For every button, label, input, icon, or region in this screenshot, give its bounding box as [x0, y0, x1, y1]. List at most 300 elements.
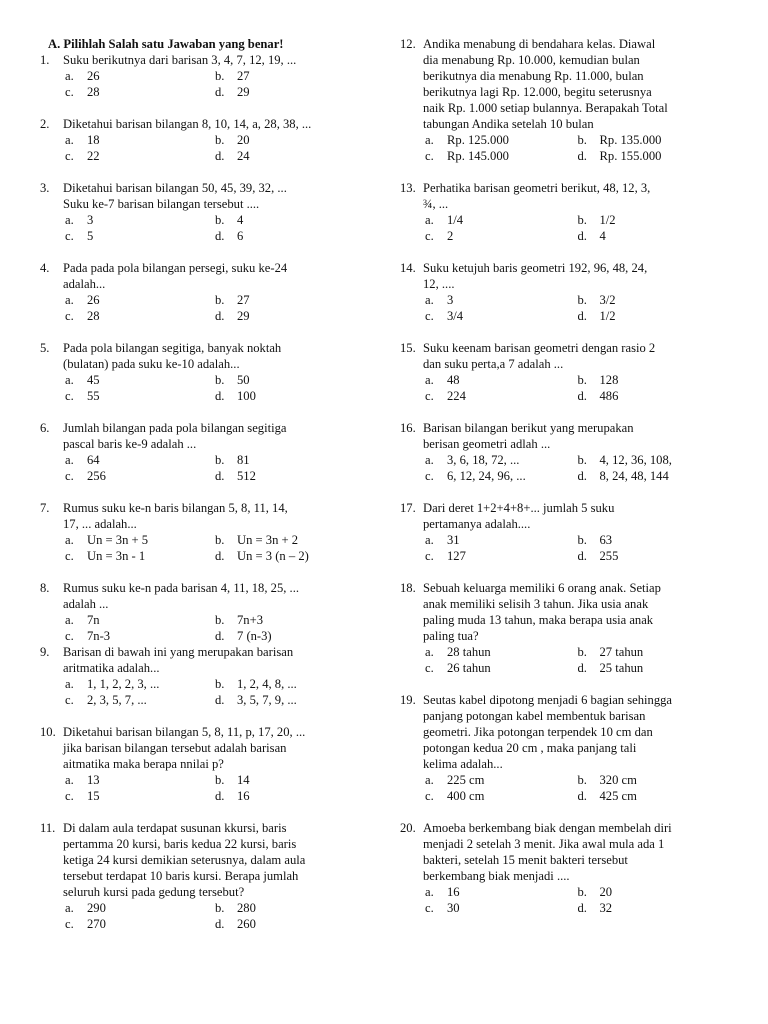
option-text: 512: [237, 469, 256, 483]
question-8: [40, 580, 365, 644]
option-b: [578, 884, 731, 900]
option-a: [425, 532, 578, 548]
options: [400, 132, 730, 164]
option-a: [65, 772, 215, 788]
option-text: 31: [447, 533, 460, 547]
option-letter: c.: [65, 149, 74, 163]
question-number: 17.: [400, 501, 416, 515]
option-c: [425, 900, 578, 916]
option-text: 7n: [87, 613, 100, 627]
option-c: [425, 228, 578, 244]
option-a: [425, 884, 578, 900]
option-d: [215, 308, 365, 324]
options: [40, 132, 365, 164]
option-b: [215, 532, 365, 548]
option-text: 7 (n-3): [237, 629, 272, 643]
options: [400, 372, 730, 404]
question-text: Suku ketujuh baris geometri 192, 96, 48, 24, 12, ....: [423, 261, 648, 291]
options: [400, 292, 730, 324]
option-letter: c.: [425, 901, 434, 915]
option-a: [65, 292, 215, 308]
question-13: [400, 180, 730, 244]
option-a: [65, 612, 215, 628]
option-letter: b.: [215, 901, 225, 915]
option-text: 55: [87, 389, 100, 403]
option-text: 256: [87, 469, 106, 483]
option-text: 6, 12, 24, 96, ...: [447, 469, 526, 483]
option-b: [578, 212, 731, 228]
options: [40, 676, 365, 708]
option-letter: d.: [215, 149, 225, 163]
option-text: 5: [87, 229, 94, 243]
option-letter: a.: [425, 293, 434, 307]
question-text: Suku berikutnya dari barisan 3, 4, 7, 12, 19, ...: [63, 53, 297, 67]
option-letter: a.: [65, 453, 74, 467]
option-letter: c.: [425, 549, 434, 563]
options: [400, 452, 730, 484]
option-text: 1/2: [599, 309, 616, 323]
option-letter: b.: [577, 533, 587, 547]
option-letter: b.: [577, 773, 587, 787]
option-text: 20: [599, 885, 613, 899]
option-letter: d.: [215, 789, 225, 803]
option-b: [215, 372, 365, 388]
option-a: [425, 644, 578, 660]
options: [40, 212, 365, 244]
option-letter: c.: [425, 661, 434, 675]
option-a: [425, 292, 578, 308]
option-letter: b.: [215, 677, 225, 691]
option-d: [215, 692, 365, 708]
question-15: [400, 340, 730, 404]
left-column: [40, 36, 365, 932]
option-letter: c.: [425, 229, 434, 243]
options: [400, 772, 730, 804]
section-title: A. Pilihlah Salah satu Jawaban yang benar!: [48, 37, 284, 51]
option-letter: a.: [65, 69, 74, 83]
option-letter: b.: [215, 773, 225, 787]
option-letter: d.: [577, 549, 587, 563]
question-number: 7.: [40, 501, 50, 515]
question-6: [40, 420, 365, 484]
option-letter: c.: [425, 149, 434, 163]
option-text: 28: [87, 85, 100, 99]
question-9: [40, 644, 365, 708]
option-b: [578, 532, 731, 548]
option-c: [65, 548, 215, 564]
option-text: 7n+3: [237, 613, 263, 627]
option-a: [65, 676, 215, 692]
option-c: [65, 228, 215, 244]
option-letter: b.: [215, 69, 225, 83]
option-text: 27 tahun: [599, 645, 644, 659]
option-text: Un = 3 (n – 2): [237, 549, 309, 563]
option-letter: d.: [215, 229, 225, 243]
question-4: [40, 260, 365, 324]
question-12: [400, 36, 730, 164]
question-text: Sebuah keluarga memiliki 6 orang anak. Setiap anak memiliki selisih 3 tahun. Jika usia anak paling muda 13 tahun, maka berapa usia anak paling tua?: [423, 581, 661, 643]
question-number: 20.: [400, 821, 416, 835]
option-letter: d.: [215, 469, 225, 483]
option-text: 270: [87, 917, 106, 931]
option-c: [65, 692, 215, 708]
option-text: 2, 3, 5, 7, ...: [87, 693, 147, 707]
option-letter: a.: [65, 373, 74, 387]
option-letter: d.: [577, 149, 587, 163]
question-17: [400, 500, 730, 564]
question-number: 15.: [400, 341, 416, 355]
option-d: [578, 788, 731, 804]
option-text: 320 cm: [599, 773, 637, 787]
option-text: 18: [87, 133, 100, 147]
option-text: 29: [237, 85, 250, 99]
option-text: 26 tahun: [447, 661, 491, 675]
option-d: [215, 788, 365, 804]
option-d: [215, 468, 365, 484]
option-c: [425, 788, 578, 804]
option-b: [215, 292, 365, 308]
option-text: 3, 6, 18, 72, ...: [447, 453, 520, 467]
question-number: 9.: [40, 645, 50, 659]
option-letter: b.: [215, 533, 225, 547]
option-letter: d.: [577, 661, 587, 675]
option-letter: a.: [65, 133, 74, 147]
option-text: 28: [87, 309, 100, 323]
question-5: [40, 340, 365, 404]
question-19: [400, 692, 730, 804]
option-letter: b.: [577, 373, 587, 387]
options: [40, 372, 365, 404]
option-letter: d.: [215, 629, 225, 643]
option-text: 63: [599, 533, 613, 547]
question-text: Di dalam aula terdapat susunan kkursi, baris pertamma 20 kursi, baris kedua 22 kursi, baris ketiga 24 kursi demikian seterusnya, dalam aula tersebut terdapat 10 baris kursi. Berapa jumlah seluruh kursi pada gedung tersebut?: [63, 821, 306, 899]
option-c: [65, 628, 215, 644]
option-text: 128: [599, 373, 619, 387]
option-b: [215, 452, 365, 468]
option-text: 224: [447, 389, 466, 403]
option-letter: c.: [65, 549, 74, 563]
option-b: [215, 612, 365, 628]
option-text: 1, 2, 4, 8, ...: [237, 677, 297, 691]
options: [400, 884, 730, 916]
option-text: 30: [447, 901, 460, 915]
option-b: [578, 772, 731, 788]
question-number: 1.: [40, 53, 50, 67]
option-letter: b.: [577, 453, 587, 467]
question-text: Andika menabung di bendahara kelas. Diawal dia menabung Rp. 10.000, kemudian bulan berikutnya dia menabung Rp. 11.000, bulan berikutnya lagi Rp. 12.000, begitu seterusnya naik Rp. 1.000 setiap bulannya. Berapakah Total tabungan Andika setelah 10 bulan: [423, 37, 668, 131]
question-text: Pada pola bilangan segitiga, banyak noktah (bulatan) pada suku ke-10 adalah...: [63, 341, 282, 371]
option-letter: c.: [65, 229, 74, 243]
option-letter: b.: [215, 293, 225, 307]
question-text: Perhatika barisan geometri berikut, 48, 12, 3, ¾, ...: [423, 181, 651, 211]
question-3: [40, 180, 365, 244]
option-letter: a.: [425, 645, 434, 659]
option-letter: d.: [577, 901, 587, 915]
option-letter: b.: [577, 885, 587, 899]
option-text: 15: [87, 789, 100, 803]
option-letter: d.: [577, 469, 587, 483]
option-text: 13: [87, 773, 100, 787]
option-a: [425, 212, 578, 228]
option-d: [215, 148, 365, 164]
option-d: [215, 628, 365, 644]
option-a: [425, 372, 578, 388]
question-number: 10.: [40, 725, 56, 739]
option-a: [65, 900, 215, 916]
option-text: 225 cm: [447, 773, 485, 787]
option-c: [65, 148, 215, 164]
question-number: 2.: [40, 117, 50, 131]
option-letter: d.: [577, 389, 587, 403]
option-b: [578, 132, 731, 148]
option-letter: a.: [65, 293, 74, 307]
option-text: 255: [599, 549, 619, 563]
option-letter: c.: [65, 789, 74, 803]
option-c: [65, 388, 215, 404]
question-number: 4.: [40, 261, 50, 275]
option-text: 20: [237, 133, 250, 147]
option-text: 25 tahun: [599, 661, 644, 675]
option-text: 1, 1, 2, 2, 3, ...: [87, 677, 160, 691]
option-text: 400 cm: [447, 789, 485, 803]
options: [400, 212, 730, 244]
option-b: [215, 68, 365, 84]
option-c: [425, 308, 578, 324]
option-d: [215, 228, 365, 244]
option-c: [65, 468, 215, 484]
option-letter: c.: [65, 85, 74, 99]
option-letter: a.: [65, 677, 74, 691]
question-number: 3.: [40, 181, 50, 195]
question-text: Jumlah bilangan pada pola bilangan segitiga pascal baris ke-9 adalah ...: [63, 421, 287, 451]
option-c: [425, 388, 578, 404]
option-text: 3/2: [599, 293, 616, 307]
option-c: [425, 468, 578, 484]
option-text: 27: [237, 293, 250, 307]
question-number: 5.: [40, 341, 50, 355]
question-text: Rumus suku ke-n baris bilangan 5, 8, 11, 14, 17, ... adalah...: [63, 501, 288, 531]
option-d: [215, 84, 365, 100]
option-c: [65, 308, 215, 324]
option-letter: a.: [425, 133, 434, 147]
option-text: Un = 3n + 2: [237, 533, 299, 547]
option-b: [578, 644, 731, 660]
option-b: [215, 772, 365, 788]
question-number: 6.: [40, 421, 50, 435]
question-1: [40, 52, 365, 100]
option-c: [65, 84, 215, 100]
option-d: [578, 388, 731, 404]
option-b: [215, 900, 365, 916]
option-text: 260: [237, 917, 256, 931]
question-text: Diketahui barisan bilangan 50, 45, 39, 32, ... Suku ke-7 barisan bilangan tersebut ....: [63, 181, 287, 211]
option-letter: a.: [425, 373, 434, 387]
question-text: Suku keenam barisan geometri dengan rasio 2 dan suku perta,a 7 adalah ...: [423, 341, 656, 371]
option-text: 50: [237, 373, 250, 387]
option-letter: c.: [425, 789, 434, 803]
option-letter: a.: [425, 773, 434, 787]
question-text: Pada pada pola bilangan persegi, suku ke-24 adalah...: [63, 261, 288, 291]
option-letter: b.: [577, 293, 587, 307]
option-a: [65, 132, 215, 148]
option-a: [425, 772, 578, 788]
question-text: Diketahui barisan bilangan 8, 10, 14, a, 28, 38, ...: [63, 117, 312, 131]
question-text: Seutas kabel dipotong menjadi 6 bagian sehingga panjang potongan kabel membentuk barisan geometri. Jika potongan terpendek 10 cm dan potongan kedua 20 cm , maka panjang tali kelima adalah...: [423, 693, 673, 771]
option-letter: c.: [65, 309, 74, 323]
question-text: Barisan bilangan berikut yang merupakan berisan geometri adlah ...: [423, 421, 634, 451]
option-text: 7n-3: [87, 629, 111, 643]
right-column: [400, 36, 730, 916]
option-text: 27: [237, 69, 250, 83]
option-text: 4: [599, 229, 606, 243]
option-text: 26: [87, 293, 100, 307]
options: [40, 900, 365, 932]
option-text: 3/4: [447, 309, 464, 323]
question-16: [400, 420, 730, 484]
options: [400, 532, 730, 564]
option-letter: c.: [65, 917, 74, 931]
question-number: 18.: [400, 581, 416, 595]
option-a: [65, 532, 215, 548]
option-letter: c.: [65, 629, 74, 643]
option-text: 32: [599, 901, 613, 915]
option-text: Rp. 125.000: [447, 133, 509, 147]
option-a: [425, 452, 578, 468]
option-letter: b.: [577, 133, 587, 147]
question-text: Dari deret 1+2+4+8+... jumlah 5 suku pertamanya adalah....: [423, 501, 615, 531]
question-text: Barisan di bawah ini yang merupakan barisan aritmatika adalah...: [63, 645, 294, 675]
question-text: Diketahui barisan bilangan 5, 8, 11, p, 17, 20, ... jika barisan bilangan tersebut adalah barisan aitmatika maka berapa nnilai p?: [63, 725, 306, 771]
option-d: [578, 900, 731, 916]
option-letter: d.: [215, 85, 225, 99]
option-text: 486: [599, 389, 619, 403]
option-letter: c.: [65, 693, 74, 707]
options: [40, 612, 365, 644]
option-text: Un = 3n + 5: [87, 533, 149, 547]
option-letter: a.: [65, 213, 74, 227]
options: [40, 772, 365, 804]
options: [40, 532, 365, 564]
option-a: [425, 132, 578, 148]
question-text: Rumus suku ke-n pada barisan 4, 11, 18, 25, ... adalah ...: [63, 581, 299, 611]
option-text: Rp. 155.000: [599, 149, 662, 163]
option-letter: a.: [425, 533, 434, 547]
option-letter: a.: [65, 773, 74, 787]
option-text: 29: [237, 309, 250, 323]
option-letter: b.: [215, 373, 225, 387]
option-b: [578, 372, 731, 388]
option-letter: b.: [577, 213, 587, 227]
question-number: 16.: [400, 421, 416, 435]
option-text: 6: [237, 229, 244, 243]
options: [400, 644, 730, 676]
question-18: [400, 580, 730, 676]
option-text: 26: [87, 69, 100, 83]
option-d: [578, 148, 731, 164]
option-c: [425, 148, 578, 164]
option-text: 3: [447, 293, 454, 307]
option-d: [215, 916, 365, 932]
option-letter: d.: [577, 309, 587, 323]
option-text: 24: [237, 149, 250, 163]
option-text: 100: [237, 389, 256, 403]
option-c: [65, 916, 215, 932]
option-letter: d.: [215, 917, 225, 931]
options: [40, 292, 365, 324]
option-letter: d.: [215, 389, 225, 403]
option-c: [425, 660, 578, 676]
option-d: [578, 548, 731, 564]
question-number: 12.: [400, 37, 416, 51]
option-letter: d.: [215, 549, 225, 563]
option-b: [578, 452, 731, 468]
option-a: [65, 68, 215, 84]
option-text: Rp. 145.000: [447, 149, 509, 163]
option-d: [578, 660, 731, 676]
option-b: [215, 212, 365, 228]
option-letter: a.: [65, 533, 74, 547]
option-letter: c.: [65, 389, 74, 403]
option-text: 81: [237, 453, 250, 467]
option-letter: d.: [577, 789, 587, 803]
option-text: 2: [447, 229, 454, 243]
option-letter: c.: [425, 469, 434, 483]
options: [40, 452, 365, 484]
question-number: 19.: [400, 693, 416, 707]
option-letter: d.: [215, 309, 225, 323]
question-number: 8.: [40, 581, 50, 595]
question-text: Amoeba berkembang biak dengan membelah diri menjadi 2 setelah 3 menit. Jika awal mula ada 1 bakteri, setelah 15 menit bakteri tersebut berkembang biak menjadi ....: [423, 821, 672, 883]
option-b: [578, 292, 731, 308]
option-text: 1/2: [599, 213, 616, 227]
option-text: 22: [87, 149, 100, 163]
option-letter: b.: [215, 133, 225, 147]
option-a: [65, 212, 215, 228]
option-text: 3: [87, 213, 94, 227]
option-a: [65, 372, 215, 388]
option-text: 45: [87, 373, 100, 387]
option-letter: c.: [425, 309, 434, 323]
option-c: [425, 548, 578, 564]
option-text: 16: [447, 885, 460, 899]
option-text: 3, 5, 7, 9, ...: [237, 693, 297, 707]
option-letter: b.: [215, 213, 225, 227]
option-letter: a.: [425, 453, 434, 467]
option-d: [578, 308, 731, 324]
question-2: [40, 116, 365, 164]
option-letter: a.: [425, 885, 434, 899]
question-number: 14.: [400, 261, 416, 275]
option-text: 64: [87, 453, 100, 467]
option-text: 280: [237, 901, 256, 915]
option-text: 14: [237, 773, 250, 787]
option-text: 127: [447, 549, 466, 563]
question-20: [400, 820, 730, 916]
option-letter: c.: [425, 389, 434, 403]
option-letter: c.: [65, 469, 74, 483]
option-b: [215, 676, 365, 692]
question-number: 11.: [40, 821, 56, 835]
option-letter: a.: [65, 613, 74, 627]
option-d: [578, 468, 731, 484]
option-text: 4, 12, 36, 108,: [599, 453, 672, 467]
option-text: 28 tahun: [447, 645, 491, 659]
question-10: [40, 724, 365, 804]
question-11: [40, 820, 365, 932]
option-letter: b.: [215, 613, 225, 627]
option-a: [65, 452, 215, 468]
option-text: 8, 24, 48, 144: [599, 469, 669, 483]
